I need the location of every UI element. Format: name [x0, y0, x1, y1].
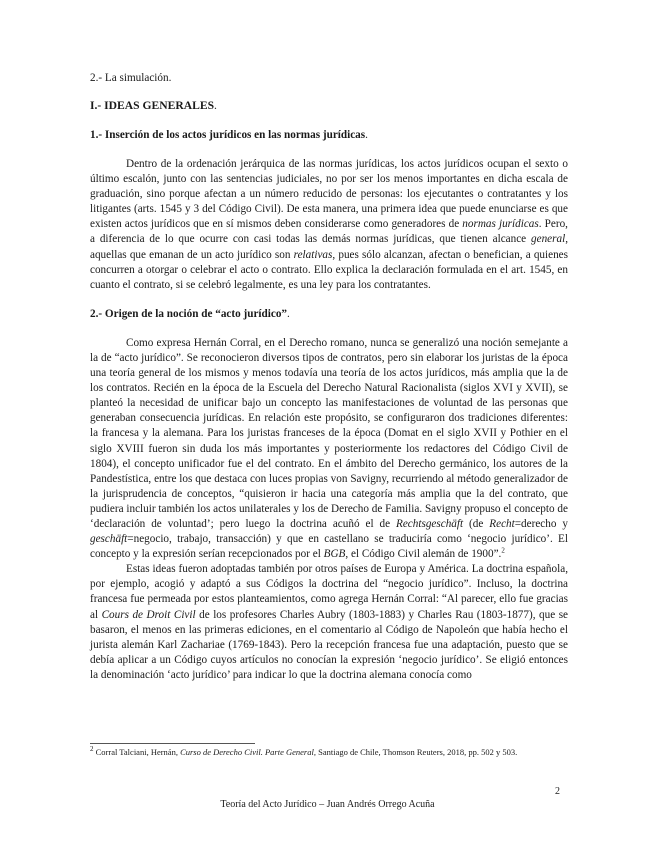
italic-run: Curso de Derecho Civil. Parte General: [180, 747, 314, 757]
text-run: . Pero, a diferencia de lo que ocurre con casi todas las demás normas jurídicas, que tienen alcance: [90, 218, 568, 246]
section-number: 2.- La simulación.: [90, 72, 172, 84]
page-number: 2: [555, 786, 560, 797]
heading-punct: .: [214, 99, 217, 112]
heading-text: I.- IDEAS GENERALES: [90, 99, 215, 112]
paragraph-1: [90, 157, 568, 293]
italic-run: Rechtsgeschäft: [396, 517, 464, 530]
italic-run: normas jurídicas: [462, 218, 539, 231]
text-run: de los profesores Charles Aubry (1803-1883) y Charles Rau (1803-1877), que se basaron, el menos en las primeras ediciones, en el comentario al Código de Napoleón que había hecho el jurista alemán Karl Zachariae (1769-1843). Pero la recepción francesa fue una adaptación, puesto que se debía aplicar a un Código cuyos artículos no conocían la expresión ‘negocio jurídico’. Se eligió entonces la denominación ‘acto jurídico’ para indicar lo que la doctrina alemana conocía como: [90, 608, 569, 681]
footnote: [90, 747, 568, 758]
italic-run: geschäft: [90, 533, 128, 546]
footnote-number: 2: [90, 745, 94, 754]
text-run: , el Código Civil alemán de 1900”.: [345, 548, 502, 561]
text-run: Corral Talciani, Hernán,: [93, 747, 181, 757]
italic-run: Cours de Droit Civil: [101, 608, 196, 621]
heading-insercion: [90, 128, 568, 143]
heading-punct: .: [287, 307, 290, 320]
italic-run: general: [531, 233, 566, 246]
heading-ideas-generales: [90, 98, 568, 114]
italic-run: Recht: [489, 517, 515, 530]
text-run: , Santiago de Chile, Thomson Reuters, 2018, pp. 502 y 503.: [313, 747, 518, 757]
text-run: Dentro de la ordenación jerárquica de las normas jurídicas, los actos jurídicos ocupan el sexto o último escalón, junto con las sentencias judiciales, no por ser los menos importantes en dicha escala de graduación, sino porque afectan a un número reducido de personas: los ejecutantes o contratantes y los litigantes (arts. 1545 y 3 del Código Civil). De esta manera, una primera idea que puede enunciarse es que existen actos jurídicos que en sí mismos deben considerarse como generadores de: [90, 158, 568, 231]
footnote-separator: [90, 743, 255, 744]
heading-origen: [90, 307, 568, 322]
footnote-reference[interactable]: 2: [501, 546, 505, 555]
text-run: (de: [463, 517, 490, 530]
italic-run: BGB: [323, 548, 346, 561]
paragraph-3: [90, 562, 568, 683]
text-run: Estas ideas fueron adoptadas también por otros países de Europa y América. La doctrina española, por ejemplo, acogió y adaptó a sus Códigos la doctrina del “negocio jurídico”. Incluso, la doctrina francesa fue permeada por estos planteamientos, como agrega Hernán Corral: “Al parecer, ello fue gracias al: [90, 563, 568, 621]
paragraph-2: [90, 336, 568, 562]
text-run: , aquellas que emanan de un acto jurídico son: [90, 233, 568, 261]
page-footer: Teoría del Acto Jurídico – Juan Andrés Orrego Acuña: [220, 799, 435, 810]
heading-punct: .: [365, 129, 368, 141]
text-run: =derecho y: [514, 517, 568, 530]
page-body: [90, 71, 568, 683]
heading-text: 1.- Inserción de los actos jurídicos en las normas jurídicas: [90, 129, 366, 141]
text-run: Como expresa Hernán Corral, en el Derecho romano, nunca se generalizó una noción semejante a la de “acto jurídico”. Se reconocieron diversos tipos de contratos, pero sin elaborar los juristas de la época una teoría general de los mismos y menos todavía una teoría de los actos jurídicos, más amplia que la de los contratos. Recién en la época de la Escuela del Derecho Natural Racionalista (siglos XVI y XVII), se planteó la necesidad de unificar bajo un concepto las manifestaciones de voluntad de las personas que generaban consecuencia jurídicas. En relación este propósito, se configuraron dos tradiciones diferentes: la francesa y la alemana. Para los juristas franceses de la época (Domat en el siglo XVII y Pothier en el siglo XVIII fueron sin duda los más importantes y posteriormente los redactores del Código Civil de 1804), el concepto unificador fue el del contrato. En el ámbito del Derecho germánico, los autores de la Pandestística, entre los que destaca con luces propias von Savigny, recurriendo al método generalizador de la jurisprudencia de conceptos, “quisieron ir hacia una categoría más amplia que la del contrato, que pudiera incluir también los actos unilaterales y los de Derecho de Familia. Savigny propuso el concepto de ‘declaración de voluntad’; pero luego la doctrina acuñó el de: [90, 336, 568, 530]
italic-run: relativas: [293, 248, 333, 261]
text-run: =negocio, trabajo, transacción) y que en castellano se traduciría como ‘negocio jurídico’. El concepto y la expresión serían recepcionados por el: [90, 533, 568, 561]
text-run: , pues sólo alcanzan, afectan o benefician, a quienes concurren a otorgar o celebrar el acto o contrato. Ello explica la declaración formulada en el art. 1545, en cuanto el contrato, si se celebró legalmente, es una ley para los contratantes.: [90, 248, 568, 291]
heading-text: 2.- Origen de la noción de “acto jurídico”: [90, 307, 288, 320]
